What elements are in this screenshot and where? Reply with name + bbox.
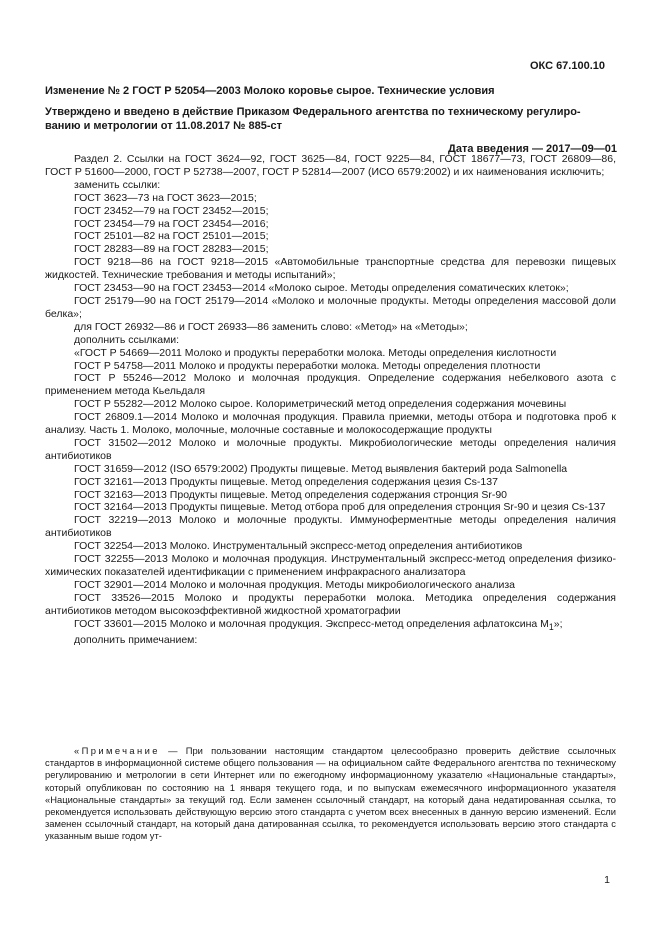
addition-item: ГОСТ 32163—2013 Продукты пищевые. Метод определения содержания стронция Sr-90 (74, 488, 508, 501)
addition-item: ГОСТ 32901—2014 Молоко и молочная продукция. Методы микробиологического анализа (74, 578, 515, 591)
intro-paragraph: Раздел 2. Ссылки на ГОСТ 3624—92, ГОСТ 3625—84, ГОСТ 9225—84, ГОСТ 18677—73, ГОСТ 26809—86, ГОСТ Р 51600—2000, ГОСТ Р 52738—2007, ГОСТ Р 52814—2007 (ИСО 6579:2002) и их наименования исключить; (45, 153, 616, 178)
addition-item: ГОСТ 32219—2013 Молоко и молочные продукты. Иммуноферментные методы определения наличия антибиотиков (45, 514, 616, 540)
replacement-item: ГОСТ 23452—79 на ГОСТ 23452—2015; (74, 204, 269, 217)
note-block (45, 745, 616, 843)
addition-item: ГОСТ Р 55246—2012 Молоко и молочная продукция. Определение содержания небелкового азота с применением метода Кьельдаля (45, 372, 616, 398)
addition-item: «ГОСТ Р 54669—2011 Молоко и продукты переработки молока. Методы определения кислотности (74, 346, 557, 359)
addition-item: ГОСТ 32161—2013 Продукты пищевые. Метод определения содержания цезия Cs-137 (74, 475, 498, 488)
document-header (45, 84, 617, 156)
note-text: — При пользовании настоящим стандартом целесообразно проверить действие ссылочных стандартов в информационной системе общего пользования — на официальном сайте Федерального агентства по техническому регулированию и метрологии в сети Интернет или по ежегодному информационному указателю «Национальные стандарты», который опубликован по состоянию на 1 января текущего года, и по выпускам ежемесячного информационного указателя «Национальные стандарты» за текущий год. Если заменен ссылочный стандарт, на который дана недатированная ссылка, то рекомендуется использовать действующую версию этого стандарта с учетом всех внесенных в данную версию изменений. Если заменен ссылочный стандарт, на который дана датированная ссылка, то рекомендуется использовать версию этого стандарта с указанным выше годом ут- (45, 745, 616, 842)
document-body (45, 153, 616, 647)
addition-item: ГОСТ 32255—2013 Молоко и молочная продукция. Инструментальный экспресс-метод определения физико-химических показателей идентификации с применением инфракрасного анализатора (45, 553, 616, 578)
addition-item: ГОСТ 31659—2012 (ISO 6579:2002) Продукты пищевые. Метод выявления бактерий рода Salmonella (74, 462, 568, 475)
addition-item: ГОСТ 31502—2012 Молоко и молочные продукты. Микробиологические методы определения наличия антибиотиков (45, 436, 616, 462)
replacement-item: ГОСТ 23453—90 на ГОСТ 23453—2014 «Молоко сырое. Методы определения соматических клеток»; (74, 282, 569, 295)
addition-item: ГОСТ Р 55282—2012 Молоко сырое. Колориметрический метод определения содержания мочевины (74, 398, 567, 411)
aflatoxin-subscript: 1 (548, 621, 554, 632)
note-label: «Примечание (74, 745, 160, 756)
aflatoxin-text: ГОСТ 33601—2015 Молоко и молочная продукция. Экспресс-метод определения афлатоксина M (74, 617, 549, 630)
replacement-item: ГОСТ 3623—73 на ГОСТ 3623—2015; (74, 191, 257, 204)
replacement-item: ГОСТ 25101—82 на ГОСТ 25101—2015; (74, 230, 269, 243)
oks-code: ОКС 67.100.10 (529, 60, 605, 72)
addition-item: ГОСТ Р 54758—2011 Молоко и продукты переработки молока. Методы определения плотности (74, 359, 541, 372)
amendment-title: Изменение № 2 ГОСТ Р 52054—2003 Молоко коровье сырое. Технические условия (45, 85, 495, 97)
replace-heading: заменить ссылки: (74, 178, 161, 191)
addition-item: ГОСТ 32254—2013 Молоко. Инструментальный экспресс-метод определения антибиотиков (74, 540, 523, 553)
addition-item: ГОСТ 33526—2015 Молоко и продукты переработки молока. Методика определения содержания антибиотиков методом высокоэффективной жидкостной хроматографии (45, 591, 616, 617)
replacement-item: ГОСТ 9218—86 на ГОСТ 9218—2015 «Автомобильные транспортные средства для перевозки пищевых жидкостей. Технические требования и методы испытаний»; (45, 256, 616, 282)
approval-line-2: ванию и метрологии от 11.08.2017 № 885-ст (45, 120, 283, 132)
replacement-item: ГОСТ 25179—90 на ГОСТ 25179—2014 «Молоко и молочные продукты. Методы определения массовой доли белка»; (45, 294, 616, 320)
replacement-item: ГОСТ 23454—79 на ГОСТ 23454—2016; (74, 217, 269, 230)
add-heading: дополнить ссылками: (74, 333, 180, 346)
replacement-item: ГОСТ 28283—89 на ГОСТ 28283—2015; (74, 243, 269, 256)
addition-item-aflatoxin (45, 618, 616, 634)
note-heading: дополнить примечанием: (74, 633, 198, 646)
approval-line-1: Утверждено и введено в действие Приказом Федерального агентства по техническому регулиро- (45, 106, 581, 118)
effective-date: Дата введения — 2017—09—01 (448, 143, 617, 155)
addition-item: ГОСТ 32164—2013 Продукты пищевые. Метод отбора проб для определения стронция Sr-90 и цезия Cs-137 (74, 501, 606, 514)
replacement-item: для ГОСТ 26932—86 и ГОСТ 26933—86 заменить слово: «Метод» на «Методы»; (74, 320, 468, 333)
addition-item: ГОСТ 26809.1—2014 Молоко и молочная продукция. Правила приемки, методы отбора и подготовка проб к анализу. Часть 1. Молоко, молочные, молочные составные и молокосодержащие продукты (45, 411, 616, 437)
aflatoxin-end: »; (553, 617, 563, 630)
page-number: 1 (604, 874, 610, 886)
note-paragraph (45, 745, 616, 843)
